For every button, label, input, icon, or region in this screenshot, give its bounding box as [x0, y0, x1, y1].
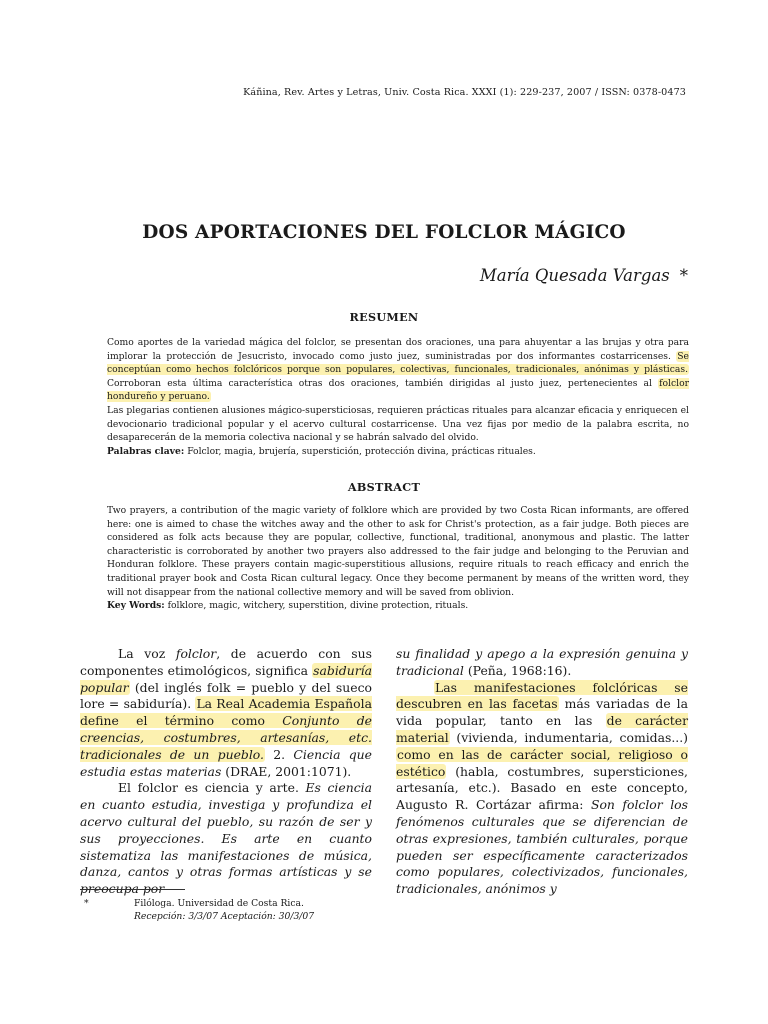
body-paragraph — [396, 646, 688, 680]
body-text: (DRAE, 2001:1071). — [225, 763, 352, 779]
footnote-divider — [80, 889, 185, 890]
body-highlight: de carácter material — [396, 713, 688, 745]
resumen-keywords-list: Folclor, magia, brujería, superstición, protección divina, prácticas rituales. — [187, 445, 536, 457]
resumen-highlight: folclor hondureño y peruano. — [107, 377, 689, 403]
abstract-keywords-list: folklore, magic, witchery, superstition, divine protection, rituals. — [167, 600, 469, 612]
abstract-keywords — [107, 599, 689, 613]
resumen-heading: RESUMEN — [349, 310, 419, 324]
body-text-italic: su finalidad y apego a la expresión genuina y tradicional — [396, 646, 688, 678]
resumen-keywords — [107, 445, 689, 459]
body-column-left — [80, 646, 372, 898]
body-text-italic: Conjunto de creencias, costumbres, artesanías, etc. tradicionales de un pueblo. — [80, 713, 372, 762]
body-text: 2. — [273, 746, 286, 762]
resumen-keywords-label: Palabras clave: — [107, 445, 185, 457]
resumen-highlight: Se conceptúan como hechos folclóricos porque son populares, colectivas, funcionales, tradicionales, anónimas y plásticas. — [107, 350, 689, 376]
body-highlight: como en las de carácter social, religioso o estético — [396, 746, 688, 779]
footnotes — [80, 898, 380, 923]
body-text: (vivienda, indumentaria, comidas...) — [456, 729, 688, 745]
journal-citation-header: Káñina, Rev. Artes y Letras, Univ. Costa Rica. XXXI (1): 229-237, 2007 / ISSN: 0378-0473 — [243, 87, 686, 98]
body-text: (habla, costumbres, supersticiones, artesanía, etc.). Basado en este concepto, Augusto R. Cortázar afirma: — [396, 763, 688, 813]
author-name: María Quesada Vargas — [479, 266, 670, 285]
abstract-paragraph: Two prayers, a contribution of the magic variety of folklore which are provided by two Costa Rican informants, are offered here: one is aimed to chase the witches away and the other to ask for Christ's protection, as a fair judge. Both pieces are considered as folk acts because they are popular, collective, functional, traditional, anonymous and plastic. The latter characteristic is corroborated by another two prayers also addressed to the fair judge and belonging to the Peruvian and Honduran folklore. These prayers contain magic-superstitious allusions, require rituals to reach efficacy and enrich the traditional prayer book and Costa Rican cultural legacy. Once they become permanent by means of the written word, they will not disappear from the national collective memory and will be saved from oblivion. — [107, 505, 689, 598]
footnote-affiliation-text: Filóloga. Universidad de Costa Rica. — [134, 898, 304, 909]
body-text: , de acuerdo con sus componentes etimológicos, significa — [80, 646, 372, 678]
body-text-italic: folclor — [175, 646, 217, 661]
author-footnote-mark: * — [679, 266, 688, 285]
body-text: (del inglés folk = pueblo y del sueco lore = sabiduría). — [80, 679, 372, 712]
resumen-text: Como aportes de la variedad mágica del folclor, se presentan dos oraciones, una para ahuyentar a las brujas y otra para implorar la protección de Jesucristo, invocado como justo juez, suministradas por dos informantes costarricenses. — [107, 337, 689, 362]
footnote-dates: Recepción: 3/3/07 Aceptación: 30/3/07 — [134, 910, 315, 922]
body-text: El folclor es ciencia y arte. — [118, 780, 299, 796]
body-column-right — [396, 646, 688, 898]
resumen-paragraph-2: Las plegarias contienen alusiones mágico-supersticiosas, requieren prácticas rituales para alcanzar eficacia y enriquecen el devocionario tradicional popular y el acervo cultural costarricense. Una vez fijas por medio de la palabra escrita, no desaparecerán de la memoria colectiva nacional y se habrán salvado del olvido. — [107, 404, 689, 444]
resumen-paragraph-1 — [107, 336, 689, 404]
resumen-block — [107, 336, 689, 458]
footnote-mark: * — [84, 898, 89, 909]
body-text-italic: Son folclor los fenómenos culturales que se diferencian de otras expresiones, también culturales, porque pueden ser específicamente caracterizados como populares, colectivizados, funcionales, tradicionales, anónimos y — [396, 797, 688, 897]
footnote-affiliation — [80, 898, 380, 911]
body-paragraph — [80, 780, 372, 898]
abstract-keywords-label: Key Words: — [107, 600, 165, 612]
author-line — [480, 266, 688, 285]
body-text-italic: Es ciencia en cuanto estudia, investiga y profundiza el acervo cultural del pueblo, su razón de ser y sus proyecciones. Es arte en cuanto sistematiza las manifestaciones de música, danza, cantos y otras formas artísticas y se preocupa por — [80, 780, 372, 897]
body-highlight: sabiduría popular — [80, 662, 372, 695]
body-text: (Peña, 1968:16). — [467, 662, 572, 678]
article-title: DOS APORTACIONES DEL FOLCLOR MÁGICO — [142, 222, 626, 243]
body-text: más variadas de la vida popular, tanto en las — [396, 696, 688, 729]
resumen-text: Corroboran esta última característica otras dos oraciones, también dirigidas al justo juez, pertenecientes al — [107, 377, 652, 389]
body-paragraph — [80, 646, 372, 780]
body-text: La voz — [118, 646, 166, 661]
body-text-italic: Ciencia que estudia estas materias — [80, 746, 372, 779]
body-highlight: Las manifestaciones folclóricas se descubren en las facetas — [396, 679, 688, 712]
body-paragraph — [396, 680, 688, 898]
abstract-block — [107, 504, 689, 613]
abstract-heading: ABSTRACT — [347, 480, 421, 494]
body-text: La Real Academia Española define el término como — [80, 696, 372, 729]
